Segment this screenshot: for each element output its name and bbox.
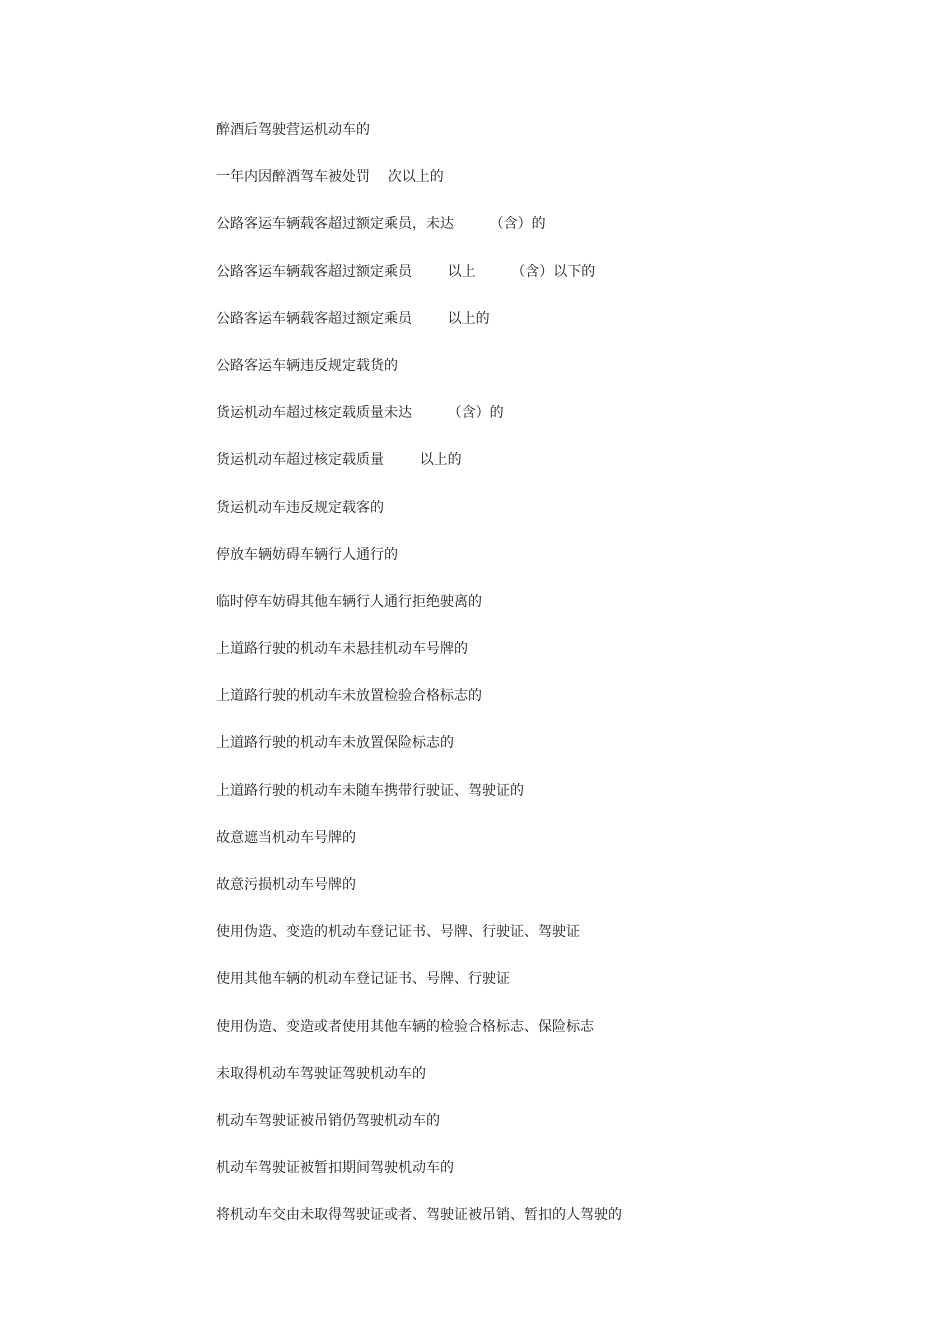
list-item: 临时停车妨碍其他车辆行人通行拒绝驶离的 (216, 593, 482, 610)
violation-list (216, 118, 622, 1251)
list-item: 上道路行驶的机动车未放置检验合格标志的 (216, 688, 482, 705)
list-item: 公路客运车辆载客超过额定乘员 以上的 (216, 310, 490, 327)
list-item: 公路客运车辆载客超过额定乘员 以上 （含）以下的 (216, 263, 596, 280)
list-item: 货运机动车违反规定载客的 (216, 499, 384, 516)
list-item: 故意污损机动车号牌的 (216, 877, 356, 893)
list-item: 故意遮当机动车号牌的 (216, 829, 356, 846)
list-item: 未取得机动车驾驶证驾驶机动车的 (216, 1065, 426, 1082)
list-item: 上道路行驶的机动车未放置保险标志的 (216, 735, 454, 752)
list-item: 货运机动车超过核定载质量未达 （含）的 (216, 405, 504, 422)
list-item: 机动车驾驶证被暂扣期间驾驶机动车的 (216, 1160, 454, 1177)
list-item: 上道路行驶的机动车未随车携带行驶证、驾驶证的 (216, 782, 524, 799)
list-item: 货运机动车超过核定载质量 以上的 (216, 452, 462, 469)
list-item: 醉酒后驾驶营运机动车的 (216, 122, 370, 138)
list-item: 上道路行驶的机动车未悬挂机动车号牌的 (216, 641, 468, 658)
list-item: 停放车辆妨碍车辆行人通行的 (216, 546, 398, 563)
list-item: 使用伪造、变造的机动车登记证书、号牌、行驶证、驾驶证 (216, 924, 580, 941)
list-item: 使用伪造、变造或者使用其他车辆的检验合格标志、保险标志 (216, 1018, 594, 1035)
list-item: 将机动车交由未取得驾驶证或者、驾驶证被吊销、暂扣的人驾驶的 (216, 1207, 622, 1224)
list-item: 公路客运车辆载客超过额定乘员，未达 （含）的 (216, 216, 546, 233)
list-item: 一年内因醉酒驾车被处罚 次以上的 (216, 169, 444, 186)
list-item: 公路客运车辆违反规定载货的 (216, 357, 398, 374)
list-item: 机动车驾驶证被吊销仍驾驶机动车的 (216, 1112, 440, 1129)
list-item: 使用其他车辆的机动车登记证书、号牌、行驶证 (216, 971, 510, 988)
